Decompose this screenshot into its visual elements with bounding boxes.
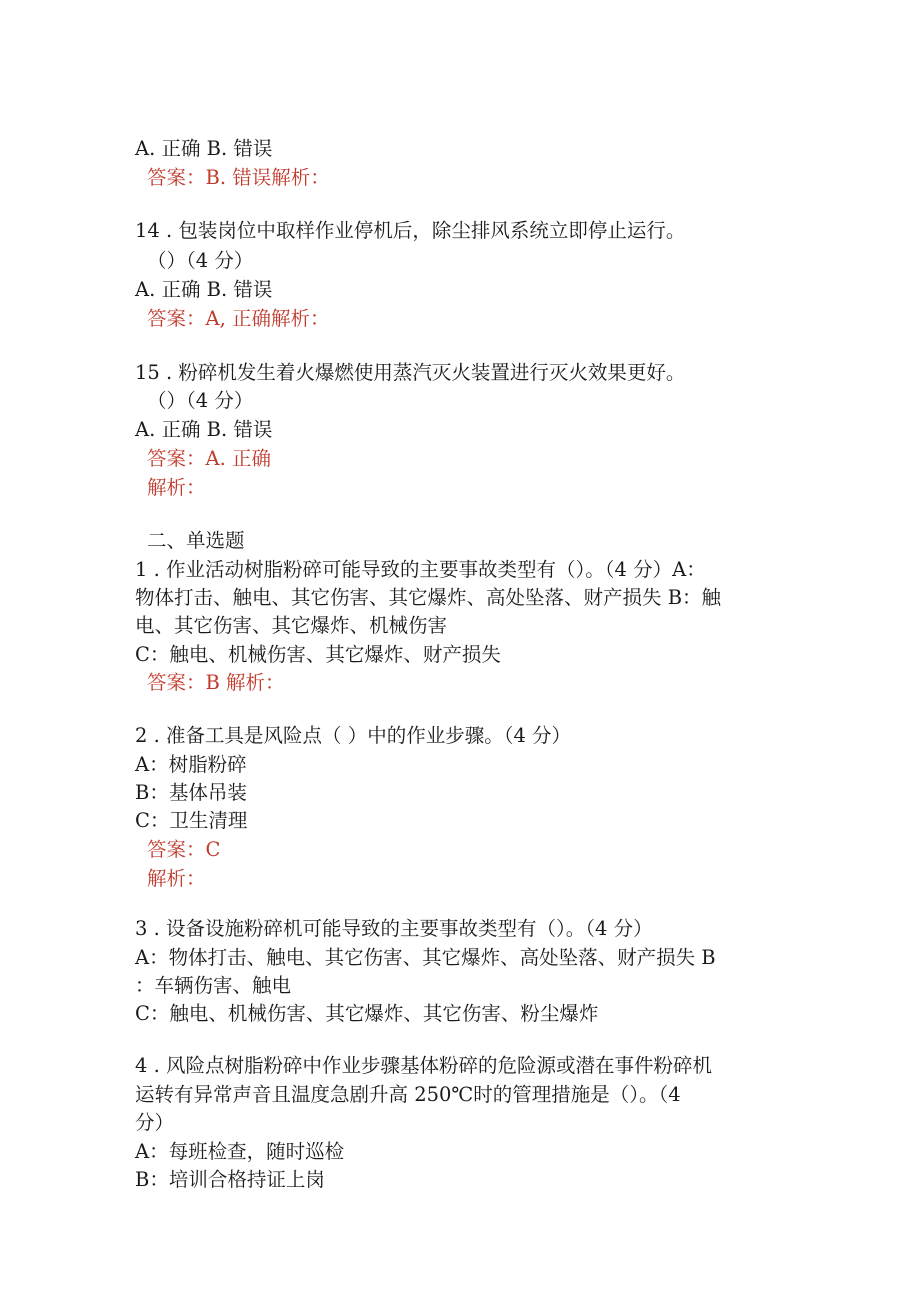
q15-answer: 答案：A. 正确 xyxy=(147,447,271,470)
q15-score: （）（4 分） xyxy=(147,389,254,412)
s2-option-a: A：树脂粉碎 xyxy=(135,753,247,776)
s3-option-c: C：触电、机械伤害、其它爆炸、其它伤害、粉尘爆炸 xyxy=(135,1002,599,1025)
s1-answer: 答案：B 解析： xyxy=(147,671,285,694)
q14-answer: 答案：A, 正确解析： xyxy=(147,307,330,330)
s4-option-a: A：每班检查，随时巡检 xyxy=(135,1140,345,1163)
s4-stem: 运转有异常声音且温度急剧升高 250℃时的管理措施是（）。（4 xyxy=(135,1083,681,1106)
s1-option-line: 物体打击、触电、其它伤害、其它爆炸、高处坠落、财产损失 B：触 xyxy=(135,586,722,609)
s1-stem: 1 . 作业活动树脂粉碎可能导致的主要事故类型有（）。（4 分）A： xyxy=(135,558,706,581)
s1-option-c: C：触电、机械伤害、其它爆炸、财产损失 xyxy=(135,643,501,666)
s4-option-b: B：培训合格持证上岗 xyxy=(135,1168,325,1191)
s2-answer: 答案：C xyxy=(147,838,221,861)
s2-option-c: C：卫生清理 xyxy=(135,809,248,832)
q15-options: A. 正确 B. 错误 xyxy=(135,418,273,441)
q14-stem: 14 . 包装岗位中取样作业停机后，除尘排风系统立即停止运行。 xyxy=(135,219,686,242)
q13-answer: 答案：B. 错误解析： xyxy=(147,166,330,189)
s4-stem: 分） xyxy=(135,1111,175,1134)
q13-options: A. 正确 B. 错误 xyxy=(135,137,273,160)
s4-stem: 4 . 风险点树脂粉碎中作业步骤基体粉碎的危险源或潜在事件粉碎机 xyxy=(135,1054,713,1077)
q14-options: A. 正确 B. 错误 xyxy=(135,278,273,301)
s1-option-line: 电、其它伤害、其它爆炸、机械伤害 xyxy=(135,614,448,637)
s3-stem: 3 . 设备设施粉碎机可能导致的主要事故类型有（）。（4 分） xyxy=(135,917,653,940)
q15-analysis: 解析： xyxy=(147,476,206,499)
s3-option-line: ：车辆伤害、触电 xyxy=(135,974,292,997)
q14-score: （）（4 分） xyxy=(147,249,254,272)
s2-stem: 2 . 准备工具是风险点（ ）中的作业步骤。（4 分） xyxy=(135,724,572,747)
s3-option-line: A：物体打击、触电、其它伤害、其它爆炸、高处坠落、财产损失 B xyxy=(135,946,716,969)
s2-option-b: B：基体吊装 xyxy=(135,781,247,804)
q15-stem: 15 . 粉碎机发生着火爆燃使用蒸汽灭火装置进行灭火效果更好。 xyxy=(135,361,686,384)
section-heading: 二、单选题 xyxy=(147,529,245,552)
s2-analysis: 解析： xyxy=(147,867,206,890)
